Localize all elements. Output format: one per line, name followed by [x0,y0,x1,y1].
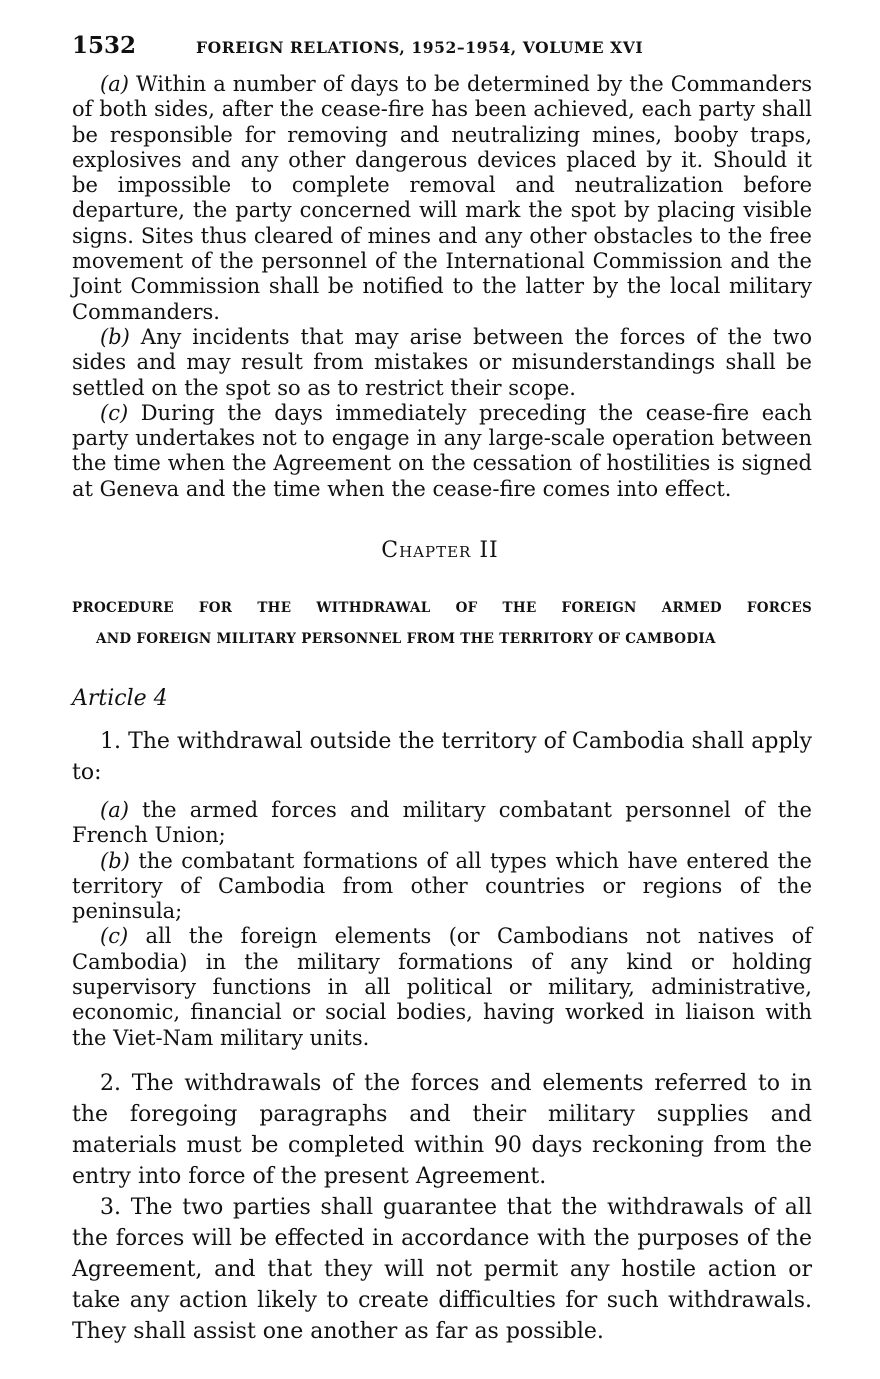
paragraph-text: During the days immediately preceding the cease-fire each party undertakes not to engage in any large-scale operation between the time when the Agreement on the cessation of hostilities is signed at Geneva and the time when the cease-fire comes into effect. [72,400,812,501]
chapter-title: Chapter II [381,538,499,563]
running-head [72,32,812,62]
article-title: Article 4 [72,686,168,711]
paragraph-label: (a) [100,72,129,96]
list-item-label: (b) [100,848,130,873]
chapter-heading-rest: AND FOREIGN MILITARY PERSONNEL FROM THE TERRITORY OF CAMBODIA [96,631,716,647]
article-paragraph-1 [72,726,812,788]
chapter-heading-line1: PROCEDURE FOR THE WITHDRAWAL OF THE FOREIGN ARMED FORCES [72,600,812,616]
list-item-label: (c) [100,924,129,949]
top-section [72,72,812,502]
paragraph-c [72,401,812,502]
list-item-text: the armed forces and military combatant personnel of the French Union; [72,798,812,848]
paragraph-label: (c) [100,400,129,425]
paragraph-text: Within a number of days to be determined by the Commanders of both sides, after the cease-fire has been achieved, each party shall be responsible for removing and neutralizing mines, booby traps, explosives and any other dangerous devices placed by it. Should it be impossible to complete removal and neutralization before departure, the party concerned will mark the spot by placing visible signs. Sites thus cleared of mines and any other obstacles to the free movement of the personnel of the International Commission and the Joint Commission shall be notified to the latter by the local military Commanders. [72,72,812,324]
list-item-c [72,924,812,1050]
paragraph-1: 1. The withdrawal outside the territory of Cambodia shall apply to: [72,729,812,785]
paragraph-2: 2. The withdrawals of the forces and elements referred to in the foregoing paragraphs and their military supplies and materials must be completed within 90 days reckoning from the entry into force of the present Agreement. [72,1071,812,1189]
paragraph-label: (b) [100,324,130,349]
list-item-text: all the foreign elements (or Cambodians not natives of Cambodia) in the military formations of any kind or holding supervisory functions in all political or military, administrative, economic, financial or social bodies, having worked in liaison with the Viet-Nam military units. [72,924,812,1050]
list-item-label: (a) [100,798,129,822]
article-list [72,798,812,1051]
paragraph-text: Any incidents that may arise between the forces of the two sides and may result from mistakes or misunderstandings shall be settled on the spot so as to restrict their scope. [72,324,812,400]
paragraph-a [72,72,812,325]
article-paragraphs-2-3 [72,1068,812,1347]
list-item-text: the combatant formations of all types which have entered the territory of Cambodia from other countries or regions of the peninsula; [72,848,812,924]
list-item-b [72,849,812,925]
paragraph-b [72,325,812,401]
running-title: FOREIGN RELATIONS, 1952–1954, VOLUME XVI [196,38,644,57]
chapter-heading [72,593,812,655]
paragraph-3: 3. The two parties shall guarantee that the withdrawals of all the forces will be effected in accordance with the purposes of the Agreement, and that they will not permit any hostile action or take any action likely to create difficulties for such withdrawals. They shall assist one another as far as possible. [72,1195,812,1344]
page-number: 1532 [72,32,137,59]
list-item-a [72,798,812,849]
